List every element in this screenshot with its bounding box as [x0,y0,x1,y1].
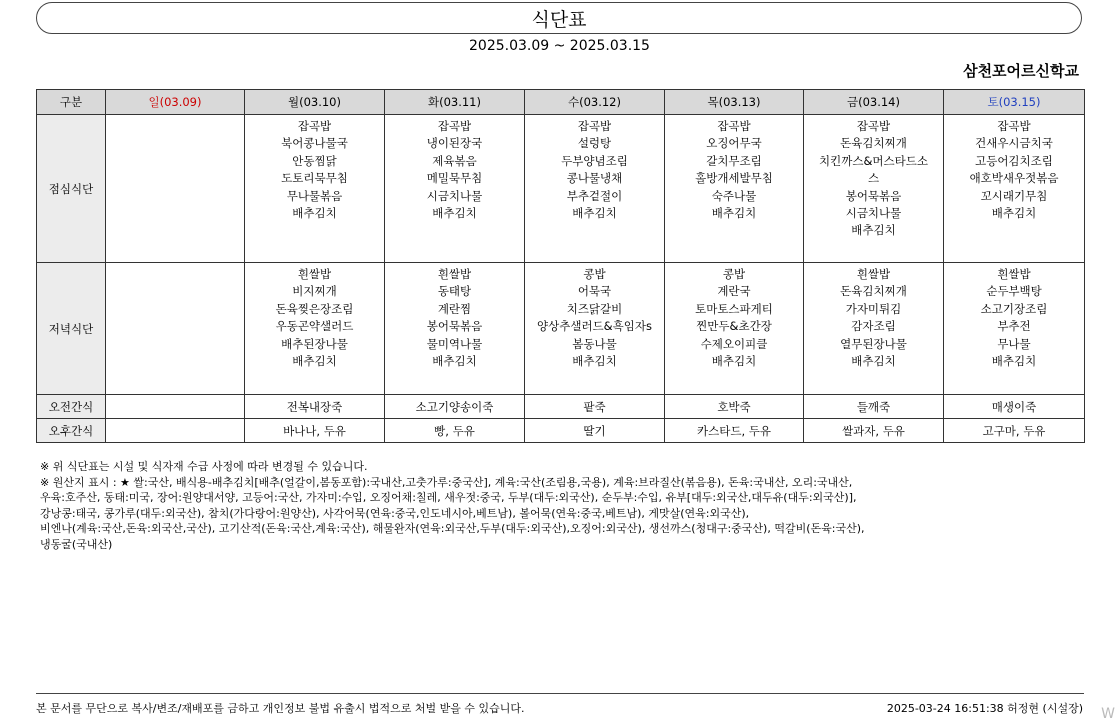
menu-item: 제육볶음 [432,153,477,168]
menu-item: 갈치무조림 [706,153,762,168]
menu-item: 우동곤약샐러드 [275,319,354,334]
menu-item: 감자조림 [851,319,896,334]
snack-cell: 딸기 [525,419,665,443]
notes [40,459,1085,553]
menu-item: 무나물 [997,336,1031,351]
menu-table [36,89,1085,443]
header-day-wed: 수(03.12) [525,90,665,115]
snack-cell: 쌀과자, 두유 [804,419,944,443]
note-line: 우육:호주산, 동태:미국, 장어:원양대서양, 고등어:국산, 가자미:수입, 오징어채:칠레, 새우젓:중국, 두부(대두:외국산), 순두부:수입, 유부[대두:외국산,대두유(대두:외국산)], [40,491,857,505]
meal-cell [944,115,1085,263]
menu-item: 흰쌀밥 [437,267,472,281]
menu-item: 홀방개세발무침 [695,171,773,186]
menu-item: 잡곡밥 [577,119,612,133]
menu-item: 흰쌀밥 [297,267,332,281]
snack-cell: 호박죽 [665,395,804,419]
menu-item: 돈육김치찌개 [840,284,907,299]
menu-item: 부추겉절이 [566,188,623,203]
meal-cell [804,115,944,263]
table-row [37,263,1085,395]
menu-item: 두부양념조림 [561,153,628,168]
meal-cell [944,263,1085,395]
menu-item: 배추김치 [432,206,477,221]
menu-item: 오징어무국 [706,136,762,151]
snack-cell [106,419,245,443]
menu-item: 배추김치 [991,206,1037,221]
menu-item: 소고기장조림 [980,301,1048,316]
menu-item: 동태탕 [437,284,472,299]
menu-item: 계란찜 [437,301,472,316]
menu-item: 돈육찢은장조림 [275,301,354,316]
menu-item: 잡곡밥 [717,119,751,133]
header-day-sun: 일(03.09) [106,90,245,115]
menu-item: 숙주나물 [711,188,757,203]
menu-item: 순두부백탕 [986,284,1042,299]
note-line: 강낭콩:태국, 콩가루(대두:외국산), 참치(가다랑어:원양산), 사각어묵(연육:중국,인도네시아,베트남), 볼어묵(연육:중국,베트남), 게맛살(연육:외국산), [40,506,750,520]
snack-cell: 매생이죽 [944,395,1085,419]
snack-cell: 팥죽 [525,395,665,419]
menu-item: 배추된장나물 [281,336,348,351]
menu-item: 시금치나물 [426,188,483,203]
header-day-fri: 금(03.14) [804,90,944,115]
menu-item: 양상추샐러드&흑임자s [537,319,652,334]
row-label: 점심식단 [37,115,106,263]
table-row [37,419,1085,443]
menu-item: 배추김치 [432,354,477,369]
menu-item: 어묵국 [577,284,612,299]
school-name: 삼천포어르신학교 [963,62,1079,80]
row-label: 오전간식 [37,395,106,419]
menu-item: 스 [867,171,880,186]
table-row [37,115,1085,263]
page-title-box [36,2,1082,34]
menu-item: 잡곡밥 [997,119,1031,133]
menu-item: 가자미튀김 [845,301,902,316]
menu-item: 배추김치 [572,354,617,369]
menu-item: 봉어묵볶음 [426,319,483,334]
menu-item: 메밀묵무침 [426,171,483,186]
menu-item: 건새우시금치국 [975,136,1053,151]
menu-item: 열무된장나물 [840,336,907,351]
menu-item: 꼬시래기무침 [980,188,1048,203]
menu-item: 고등어김치조림 [975,153,1053,168]
meal-cell [385,115,525,263]
table-row [37,395,1085,419]
table-header-row [37,90,1085,115]
meal-cell [804,263,944,395]
menu-item: 치즈닭갈비 [566,301,623,316]
menu-item: 잡곡밥 [856,119,891,133]
menu-item: 배추김치 [292,206,337,221]
meal-cell [245,115,385,263]
menu-item: 흰쌀밥 [856,267,891,281]
snack-cell: 전복내장죽 [245,395,385,419]
snack-cell: 빵, 두유 [385,419,525,443]
menu-item: 비지찌개 [292,284,337,299]
meal-cell [665,263,804,395]
menu-item: 시금치나물 [845,206,902,221]
menu-item: 북어콩나물국 [281,136,348,151]
meal-cell [245,263,385,395]
menu-item: 잡곡밥 [437,119,472,133]
menu-item: 물미역나물 [426,336,483,351]
footer-timestamp: 2025-03-24 16:51:38 허정현 (시설장) [886,702,1083,715]
row-label: 저녁식단 [37,263,106,395]
menu-item: 계란국 [717,284,751,299]
note-line: ※ 원산지 표시 : ★ 쌀:국산, 배식용-배추김치[배추(얼갈이,봄동포함):국내산,고춧가루:중국산], 계육:국산(조림용,국용), 계육:브라질산(볶음용), 돈육:국내산, 오리:국내산, [40,475,853,489]
snack-cell: 들깨죽 [804,395,944,419]
snack-cell: 소고기양송이죽 [385,395,525,419]
menu-item: 콩나물냉채 [566,171,623,186]
footer-disclaimer: 본 문서를 무단으로 복사/변조/재배포를 금하고 개인정보 불법 유출시 법적으로 처벌 받을 수 있습니다. [36,702,525,715]
page-title: 식단표 [531,8,587,31]
menu-item: 봉어묵볶음 [845,188,902,203]
menu-item: 배추김치 [851,354,896,369]
snack-cell: 고구마, 두유 [944,419,1085,443]
note-line: 비엔나(계육:국산,돈육:외국산,국산), 고기산적(돈육:국산,계육:국산), 해물완자(연육:외국산,두부(대두:외국산),오징어:외국산), 생선까스(청대구:중국산), 떡갈비(돈육:국산), [40,522,865,536]
menu-item: 배추김치 [711,354,757,369]
menu-item: 잡곡밥 [297,119,332,133]
meal-cell [106,263,245,395]
header-day-thu: 목(03.13) [665,90,804,115]
snack-cell: 바나나, 두유 [245,419,385,443]
meal-cell [106,115,245,263]
menu-item: 무나물볶음 [286,188,343,203]
menu-item: 흰쌀밥 [997,267,1031,281]
menu-item: 도토리묵무침 [281,171,348,186]
menu-item: 콩밥 [583,267,606,281]
menu-item: 부추전 [997,319,1031,334]
menu-item: 배추김치 [572,206,617,221]
menu-item: 봄동나물 [572,336,617,351]
meal-cell [385,263,525,395]
menu-item: 배추김치 [292,354,337,369]
menu-item: 돈육김치찌개 [840,136,907,151]
menu-item: 배추김치 [991,354,1037,369]
meal-cell [525,263,665,395]
menu-period: 2025.03.09 ~ 2025.03.15 [469,38,650,54]
snack-cell: 카스타드, 두유 [665,419,804,443]
menu-item: 안동찜닭 [292,153,337,168]
note-line: 냉동굴(국내산) [40,537,113,551]
note-line: ※ 위 식단표는 시설 및 식자재 수급 사정에 따라 변경될 수 있습니다. [40,460,368,473]
menu-item: 콩밥 [722,267,746,281]
menu-item: 배추김치 [851,223,896,238]
menu-item: 배추김치 [711,206,757,221]
menu-item: 찐만두&초간장 [696,319,772,334]
menu-item: 토마토스파게티 [695,301,773,316]
menu-item: 수제오이피클 [700,336,768,351]
footer-divider [36,693,1084,694]
meal-cell [665,115,804,263]
menu-item: 애호박새우젓볶음 [969,171,1059,186]
menu-item: 냉이된장국 [426,136,483,151]
header-day-tue: 화(03.11) [385,90,525,115]
snack-cell [106,395,245,419]
meal-cell [525,115,665,263]
header-corner: 구분 [37,90,106,115]
menu-item: 설렁탕 [577,136,612,151]
header-day-sat: 토(03.15) [944,90,1085,115]
row-label: 오후간식 [37,419,106,443]
header-day-mon: 월(03.10) [245,90,385,115]
watermark: W [1101,706,1115,722]
menu-item: 치킨까스&머스타드소 [819,153,928,168]
